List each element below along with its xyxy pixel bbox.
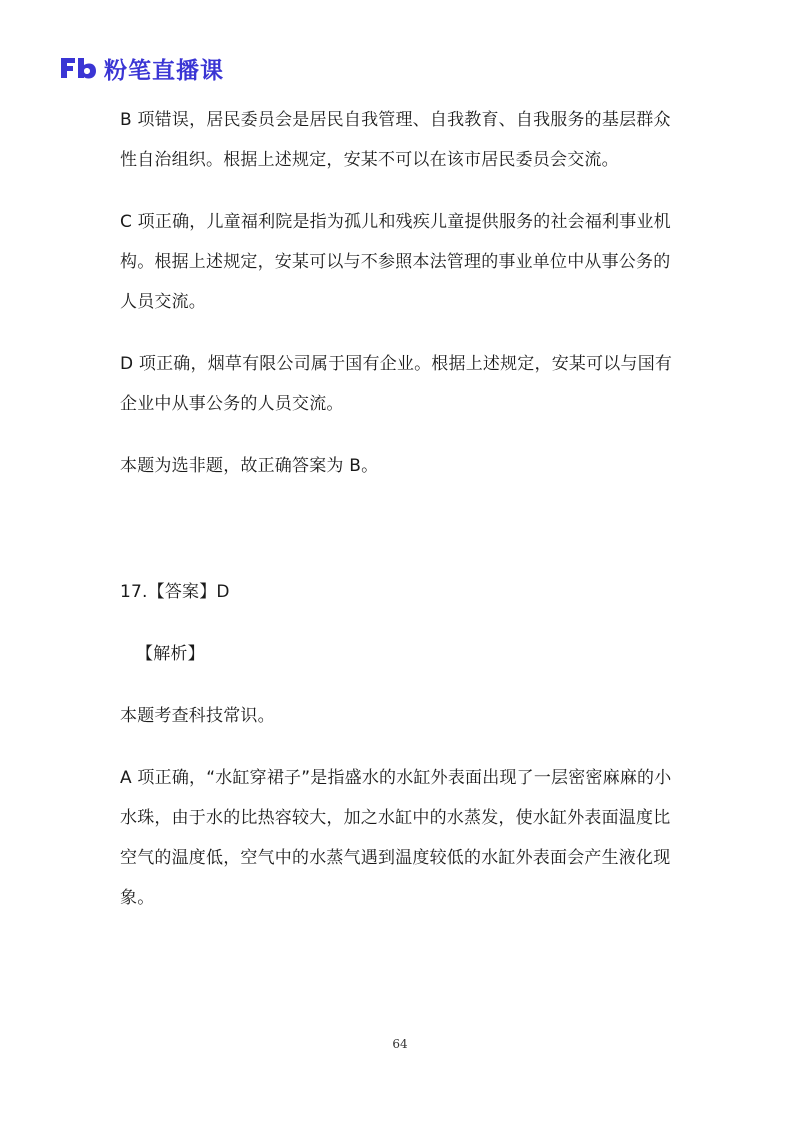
- option-b-paragraph: B 项错误，居民委员会是居民自我管理、自我教育、自我服务的基层群众性自治组织。根据上述规定，安某不可以在该市居民委员会交流。: [120, 110, 671, 170]
- answer-content: [120, 100, 680, 918]
- option-d-paragraph: D 项正确，烟草有限公司属于国有企业。根据上述规定，安某可以与国有企业中从事公务的人员交流。: [120, 354, 673, 414]
- analysis-heading: 【解析】: [136, 644, 205, 664]
- page-header: [58, 52, 224, 84]
- fenbi-logo-icon: [58, 54, 98, 82]
- question-17-answer: 17.【答案】D: [120, 582, 230, 602]
- page-number: 64: [392, 1037, 408, 1051]
- option-c-paragraph: C 项正确，儿童福利院是指为孤儿和残疾儿童提供服务的社会福利事业机构。根据上述规定，安某可以与不参照本法管理的事业单位中从事公务的人员交流。: [120, 212, 671, 312]
- conclusion-paragraph: 本题为选非题，故正确答案为 B。: [120, 456, 379, 476]
- option-a-paragraph: A 项正确，“水缸穿裙子”是指盛水的水缸外表面出现了一层密密麻麻的小水珠，由于水的比热容较大，加之水缸中的水蒸发，使水缸外表面温度比空气的温度低，空气中的水蒸气遇到温度较低的水缸外表面会产生液化现象。: [120, 768, 672, 908]
- topic-paragraph: 本题考查科技常识。: [120, 706, 275, 726]
- brand-name: 粉笔直播课: [104, 57, 224, 84]
